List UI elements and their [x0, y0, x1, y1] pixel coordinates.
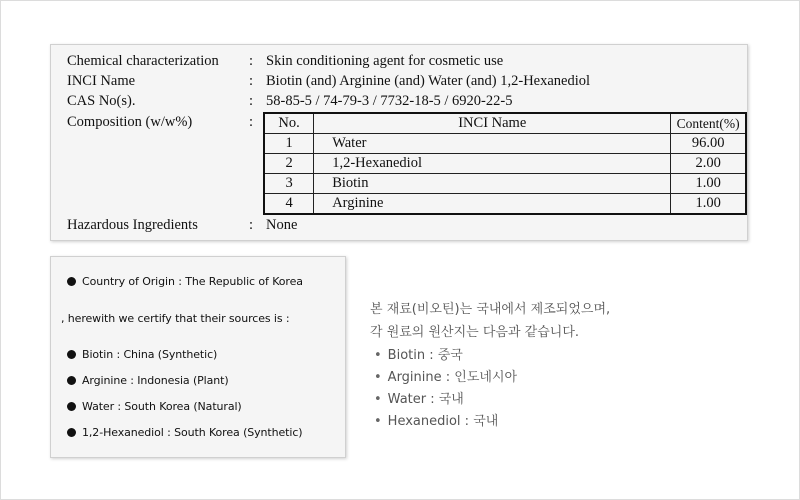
list-item — [67, 426, 303, 439]
spec-value: Skin conditioning agent for cosmetic use — [266, 53, 504, 69]
cell-name: 1,2-Hexanediol — [314, 154, 671, 174]
bullet-icon: • — [374, 392, 382, 407]
table-row — [264, 174, 746, 194]
table-row — [264, 134, 746, 154]
table-row — [264, 194, 746, 215]
origin-item-text: Water : South Korea (Natural) — [82, 400, 242, 413]
note-item-text: Biotin : 중국 — [387, 348, 463, 363]
cell-no: 4 — [264, 194, 314, 215]
bullet-icon — [67, 376, 76, 385]
bullet-icon — [67, 277, 76, 286]
list-item — [67, 400, 242, 413]
cell-content: 1.00 — [671, 194, 746, 215]
note-item-text: Water : 국내 — [387, 392, 464, 407]
list-item — [374, 366, 517, 385]
cell-no: 3 — [264, 174, 314, 194]
bullet-icon: • — [374, 348, 382, 363]
origin-country — [67, 275, 303, 288]
cell-name: Arginine — [314, 194, 671, 215]
bullet-icon — [67, 428, 76, 437]
cell-content: 1.00 — [671, 174, 746, 194]
origin-country-text: Country of Origin : The Republic of Korea — [82, 275, 303, 288]
note-line-2: 각 원료의 원산지는 다음과 같습니다. — [370, 325, 580, 340]
header-content: Content(%) — [671, 113, 746, 134]
origin-item-text: Biotin : China (Synthetic) — [82, 348, 218, 361]
note-item-text: Hexanediol : 국내 — [387, 414, 499, 429]
spec-colon: : — [249, 53, 254, 69]
spec-label: Composition (w/w%) — [67, 114, 193, 130]
spec-value: Biotin (and) Arginine (and) Water (and) 1,2-Hexanediol — [266, 73, 591, 89]
spec-colon: : — [249, 114, 254, 130]
cell-no: 2 — [264, 154, 314, 174]
list-item — [374, 410, 498, 429]
list-item — [67, 374, 229, 387]
table-header-row — [264, 113, 746, 134]
cell-content: 2.00 — [671, 154, 746, 174]
spec-colon: : — [249, 93, 254, 109]
spec-colon: : — [249, 217, 254, 233]
spec-label: Chemical characterization — [67, 53, 219, 69]
cell-no: 1 — [264, 134, 314, 154]
cell-name: Water — [314, 134, 671, 154]
cell-content: 96.00 — [671, 134, 746, 154]
bullet-icon: • — [374, 414, 382, 429]
bullet-icon: • — [374, 370, 382, 385]
list-item — [67, 348, 217, 361]
header-inci-name: INCI Name — [314, 113, 671, 134]
origin-item-text: Arginine : Indonesia (Plant) — [82, 374, 229, 387]
note-line-1: 본 재료(비오틴)는 국내에서 제조되었으며, — [370, 302, 611, 317]
cell-name: Biotin — [314, 174, 671, 194]
spec-label: INCI Name — [67, 73, 136, 89]
list-item — [374, 388, 464, 407]
header-no: No. — [264, 113, 314, 134]
bullet-icon — [67, 350, 76, 359]
origin-item-text: 1,2-Hexanediol : South Korea (Synthetic) — [82, 426, 303, 439]
origin-card — [50, 256, 346, 458]
spec-colon: : — [249, 73, 254, 89]
composition-table — [263, 112, 747, 215]
table-row — [264, 154, 746, 174]
bullet-icon — [67, 402, 76, 411]
spec-value: None — [266, 217, 298, 233]
spec-value: 58-85-5 / 74-79-3 / 7732-18-5 / 6920-22-5 — [266, 93, 513, 109]
note-item-text: Arginine : 인도네시아 — [387, 370, 518, 385]
origin-certify: , herewith we certify that their sources is : — [61, 312, 290, 325]
list-item — [374, 344, 463, 363]
spec-label: CAS No(s). — [67, 93, 136, 109]
spec-label: Hazardous Ingredients — [67, 217, 198, 233]
specification-card — [50, 44, 748, 241]
